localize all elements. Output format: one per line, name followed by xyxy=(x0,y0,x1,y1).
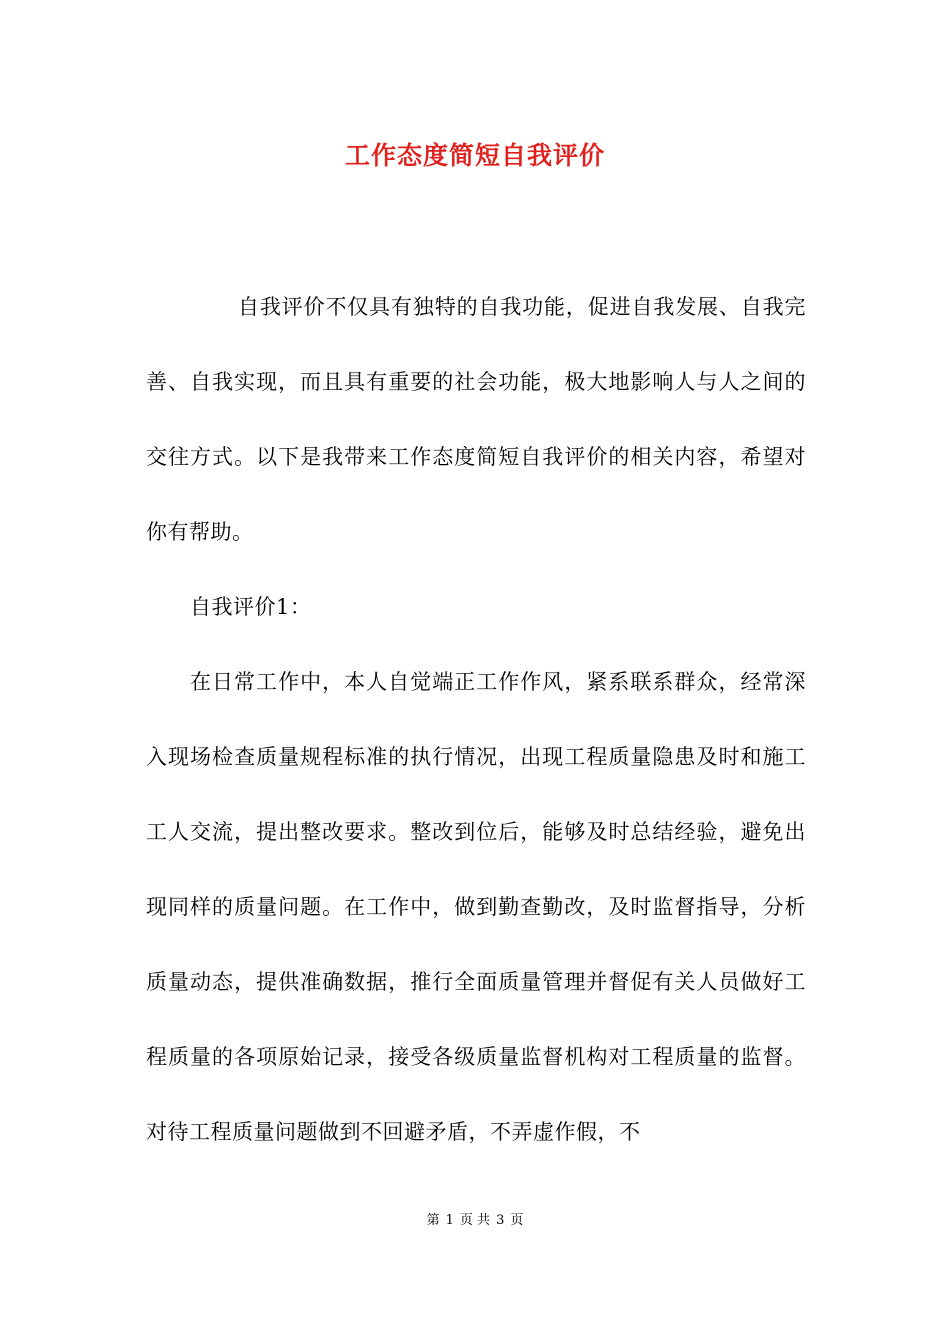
total-pages-number: 3 xyxy=(496,1213,505,1228)
body-paragraph: 在日常工作中，本人自觉端正工作作风，紧系联系群众，经常深入现场检查质量规程标准的执行情况，出现工程质量隐患及时和施工工人交流，提出整改要求。整改到位后，能够及时总结经验，避免出现同样的质量问题。在工作中，做到勤查勤改，及时监督指导，分析质量动态，提供准确数据，推行全面质量管理并督促有关人员做好工程质量的各项原始记录，接受各级质量监督机构对工程质量的监督。对待工程质量问题做到不回避矛盾，不弄虚作假，不 xyxy=(146,670,806,1144)
page-label-suffix: 页 xyxy=(510,1213,524,1228)
intro-paragraph: 自我评价不仅具有独特的自我功能，促进自我发展、自我完善、自我实现，而且具有重要的社会功能，极大地影响人与人之间的交往方式。以下是我带来工作态度简短自我评价的相关内容，希望对你有帮助。 xyxy=(146,295,806,544)
current-page-number: 1 xyxy=(445,1213,454,1228)
section-heading: 自我评价1： xyxy=(190,595,312,619)
page-label-mid: 页 共 xyxy=(459,1213,491,1228)
document-title: 工作态度简短自我评价 xyxy=(344,141,605,170)
document-body xyxy=(146,270,806,1170)
page-footer xyxy=(0,1209,950,1228)
page-label-prefix: 第 xyxy=(426,1213,440,1228)
